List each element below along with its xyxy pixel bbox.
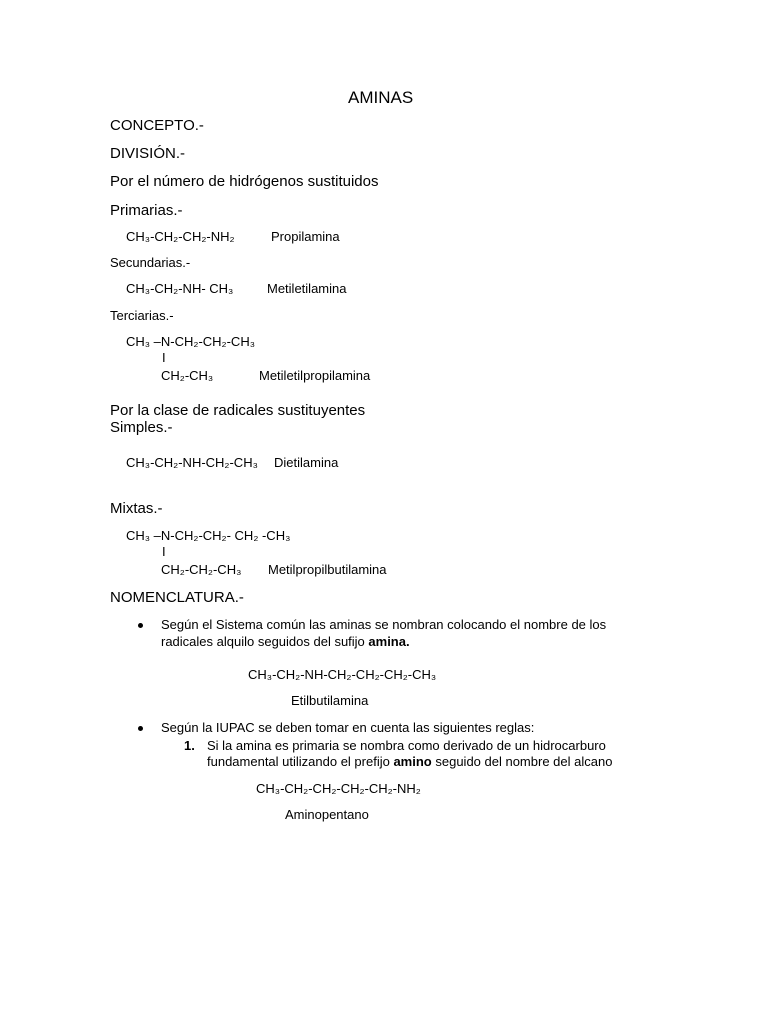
rule1-line2-pre: fundamental utilizando el prefijo: [207, 754, 394, 769]
rule1-line2: [207, 755, 612, 768]
terciarias-formula-line2: CH₂-CH₃: [161, 368, 214, 383]
bullet1-line2-text: radicales alquilo seguidos del sufijo: [161, 634, 369, 649]
primarias-formula: CH₃-CH₂-CH₂-NH₂: [126, 229, 235, 244]
concepto-heading: CONCEPTO.-: [110, 117, 204, 134]
rule1-line2-post: seguido del nombre del alcano: [431, 754, 613, 769]
bullet2-text: Según la IUPAC se deben tomar en cuenta las siguientes reglas:: [161, 720, 535, 735]
simples-formula: CH₃-CH₂-NH-CH₂-CH₃: [126, 455, 258, 470]
simples-name: Dietilamina: [274, 455, 339, 470]
nomenclatura-heading: NOMENCLATURA.-: [110, 589, 244, 606]
terciarias-heading: Terciarias.-: [110, 308, 174, 323]
etilbutilamina-formula: CH₃-CH₂-NH-CH₂-CH₂-CH₂-CH₃: [248, 667, 437, 682]
terciarias-name: Metiletilpropilamina: [259, 368, 371, 383]
mixtas-formula-line1: CH₃ –N-CH₂-CH₂- CH₂ -CH₃: [126, 528, 291, 543]
bullet-icon: [138, 623, 143, 628]
mixtas-heading: Mixtas.-: [110, 500, 163, 517]
bullet-icon: [138, 726, 143, 731]
etilbutilamina-name: Etilbutilamina: [291, 693, 369, 708]
mixtas-bond: I: [162, 544, 166, 559]
secundarias-heading: Secundarias.-: [110, 255, 191, 270]
simples-heading: Simples.-: [110, 419, 173, 436]
mixtas-formula-line2: CH₂-CH₂-CH₃: [161, 562, 242, 577]
rule1-line2-bold: amino: [393, 754, 432, 769]
primarias-name: Propilamina: [271, 229, 340, 244]
secundarias-formula: CH₃-CH₂-NH- CH₃: [126, 281, 234, 296]
aminopentano-formula: CH₃-CH₂-CH₂-CH₂-CH₂-NH₂: [256, 781, 421, 796]
secundarias-name: Metiletilamina: [267, 281, 347, 296]
bullet1-line2: [161, 635, 410, 648]
mixtas-name: Metilpropilbutilamina: [268, 562, 387, 577]
terciarias-bond: I: [162, 350, 166, 365]
aminopentano-name: Aminopentano: [285, 807, 369, 822]
radicales-subheading: Por la clase de radicales sustituyentes: [110, 402, 366, 419]
bullet1-line1: Según el Sistema común las aminas se nombran colocando el nombre de los: [161, 617, 607, 632]
bullet1-line2-bold: amina.: [368, 634, 410, 649]
hidrogenos-subheading: Por el número de hidrógenos sustituidos: [110, 173, 379, 190]
rule1-line1: Si la amina es primaria se nombra como derivado de un hidrocarburo: [207, 738, 606, 753]
rule1-number: 1.: [184, 738, 195, 753]
primarias-heading: Primarias.-: [110, 202, 183, 219]
page-title: AMINAS: [348, 88, 414, 107]
terciarias-formula-line1: CH₃ –N-CH₂-CH₂-CH₃: [126, 334, 256, 349]
division-heading: DIVISIÓN.-: [110, 145, 186, 162]
